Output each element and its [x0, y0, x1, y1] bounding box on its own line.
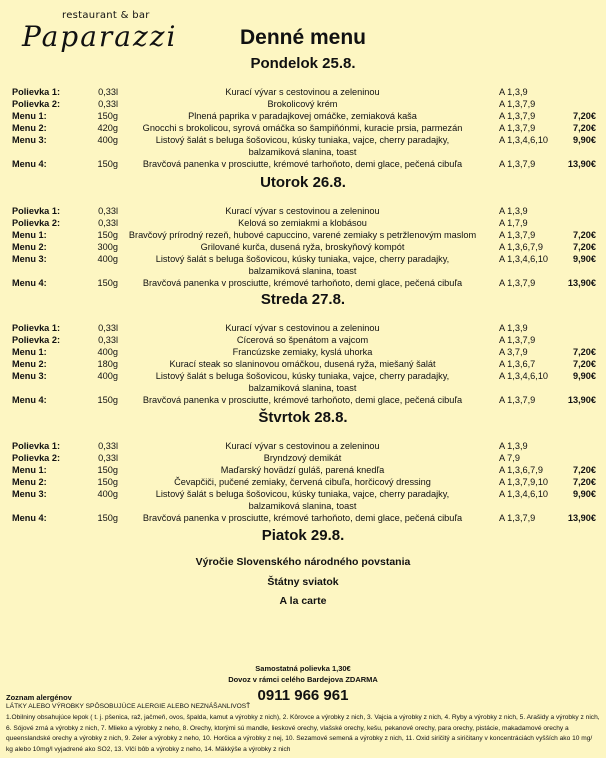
item-label: Menu 4: — [12, 159, 47, 169]
item-quantity: 150g — [97, 159, 118, 169]
item-quantity: 150g — [97, 513, 118, 523]
menu-row — [0, 370, 606, 382]
menu-row — [0, 122, 606, 134]
item-label: Menu 2: — [12, 359, 47, 369]
item-price: 9,90€ — [573, 254, 596, 264]
item-price: 13,90€ — [567, 278, 596, 288]
item-label: Menu 1: — [12, 230, 47, 240]
item-quantity: 420g — [97, 123, 118, 133]
item-allergens: A 1,3,7,9 — [499, 159, 536, 169]
item-description: Bravčová panenka v prosciutte, krémové tarhoňoto, demi glace, pečená cibuľa — [142, 513, 463, 523]
menu-row — [0, 158, 606, 170]
menu-row — [0, 277, 606, 289]
item-price: 7,20€ — [573, 465, 596, 475]
item-description: Kurací vývar s cestovinou a zeleninou — [225, 87, 380, 97]
item-quantity: 400g — [97, 135, 118, 145]
item-description: Brokolicový krém — [267, 99, 338, 109]
item-quantity: 0,33l — [98, 453, 118, 463]
menu-row — [0, 476, 606, 488]
item-price: 13,90€ — [567, 159, 596, 169]
item-description: Kelová so zemiakmi a klobásou — [238, 218, 367, 228]
day-heading: Streda 27.8. — [260, 291, 346, 308]
item-description: Čevapčiči, pučené zemiaky, červená cibuľa, horčicový dressing — [174, 477, 431, 487]
item-allergens: A 1,3,9 — [499, 206, 528, 216]
item-description-continued: balzamiková slanina, toast — [248, 147, 357, 157]
item-price: 7,20€ — [573, 359, 596, 369]
item-description: Kurací steak so slaninovou omáčkou, dusená ryža, miešaný šalát — [169, 359, 436, 369]
item-quantity: 150g — [97, 395, 118, 405]
item-label: Polievka 1: — [12, 206, 61, 216]
item-label: Menu 3: — [12, 489, 47, 499]
item-allergens: A 1,3,9 — [499, 323, 528, 333]
menu-row — [0, 205, 606, 217]
item-price: 7,20€ — [573, 477, 596, 487]
item-label: Menu 4: — [12, 513, 47, 523]
delivery-note: Dovoz v rámci celého Bardejova ZDARMA — [228, 675, 378, 684]
item-quantity: 150g — [97, 465, 118, 475]
item-label: Polievka 2: — [12, 335, 61, 345]
item-allergens: A 1,3,7,9 — [499, 335, 536, 345]
item-allergens: A 7,9 — [499, 453, 520, 463]
menu-row — [0, 358, 606, 370]
item-label: Menu 1: — [12, 111, 47, 121]
day-heading-friday: Piatok 29.8. — [261, 527, 345, 544]
item-description: Plnená paprika v paradajkovej omáčke, zemiaková kaša — [188, 111, 417, 121]
item-price: 7,20€ — [573, 123, 596, 133]
phone-number: 0911 966 961 — [257, 687, 349, 704]
allergen-list-subtitle: LÁTKY ALEBO VÝROBKY SPÔSOBUJÚCE ALERGIE ALEBO NEZNÁŠANLIVOSŤ — [6, 703, 251, 710]
item-price: 7,20€ — [573, 111, 596, 121]
item-description: Kurací vývar s cestovinou a zeleninou — [225, 323, 380, 333]
menu-row — [0, 241, 606, 253]
item-label: Menu 1: — [12, 465, 47, 475]
item-quantity: 150g — [97, 278, 118, 288]
item-quantity: 150g — [97, 230, 118, 240]
menu-row — [0, 452, 606, 464]
item-description: Kurací vývar s cestovinou a zeleninou — [225, 206, 380, 216]
item-allergens: A 1,3,7,9 — [499, 230, 536, 240]
item-price: 7,20€ — [573, 242, 596, 252]
item-allergens: A 1,3,4,6,10 — [499, 135, 549, 145]
item-allergens: A 1,3,6,7,9 — [499, 465, 543, 475]
item-description-continued: balzamiková slanina, toast — [248, 383, 357, 393]
day-heading: Štvrtok 28.8. — [258, 409, 348, 426]
item-allergens: A 1,3,7,9 — [499, 123, 536, 133]
item-quantity: 0,33l — [98, 87, 118, 97]
item-label: Menu 3: — [12, 135, 47, 145]
item-description: Kurací vývar s cestovinou a zeleninou — [225, 441, 380, 451]
menu-row — [0, 322, 606, 334]
item-quantity: 0,33l — [98, 218, 118, 228]
item-description: Listový šalát s beluga šošovicou, kúsky tuniaka, vajce, cherry paradajky, — [155, 254, 450, 264]
item-quantity: 400g — [97, 347, 118, 357]
item-label: Polievka 1: — [12, 441, 61, 451]
item-allergens: A 1,3,7,9 — [499, 99, 536, 109]
item-label: Menu 4: — [12, 395, 47, 405]
item-allergens: A 1,3,4,6,10 — [499, 371, 549, 381]
menu-row — [0, 464, 606, 476]
item-description: Gnocchi s brokolicou, syrová omáčka so šampiňónmi, kuracie prsia, parmezán — [142, 123, 463, 133]
item-quantity: 0,33l — [98, 206, 118, 216]
item-allergens: A 3,7,9 — [499, 347, 528, 357]
logo-name: Paparazzi — [22, 20, 178, 53]
item-description: Maďarský hovädzí guláš, parená knedľa — [220, 465, 385, 475]
menu-row — [0, 253, 606, 265]
holiday-name: Výročie Slovenského národného povstania — [195, 556, 411, 568]
item-quantity: 300g — [97, 242, 118, 252]
item-quantity: 150g — [97, 111, 118, 121]
menu-row — [0, 98, 606, 110]
menu-row — [0, 488, 606, 500]
item-price: 7,20€ — [573, 230, 596, 240]
item-quantity: 0,33l — [98, 99, 118, 109]
item-quantity: 0,33l — [98, 323, 118, 333]
item-allergens: A 1,3,7,9,10 — [499, 477, 549, 487]
item-label: Menu 1: — [12, 347, 47, 357]
item-quantity: 150g — [97, 477, 118, 487]
item-quantity: 400g — [97, 254, 118, 264]
item-label: Polievka 2: — [12, 453, 61, 463]
item-description-continued: balzamiková slanina, toast — [248, 501, 357, 511]
item-allergens: A 1,3,7,9 — [499, 111, 536, 121]
item-quantity: 0,33l — [98, 335, 118, 345]
item-allergens: A 1,3,9 — [499, 441, 528, 451]
item-price: 9,90€ — [573, 371, 596, 381]
item-description: Bravčový prírodný rezeň, hubové capuccino, varené zemiaky s petržlenovým maslom — [128, 230, 477, 240]
item-price: 9,90€ — [573, 135, 596, 145]
item-description: Cícerová so špenátom a vajcom — [236, 335, 369, 345]
item-description: Bryndzový demikát — [263, 453, 342, 463]
item-description: Listový šalát s beluga šošovicou, kúsky tuniaka, vajce, cherry paradajky, — [155, 489, 450, 499]
item-label: Polievka 1: — [12, 87, 61, 97]
item-allergens: A 1,3,7,9 — [499, 278, 536, 288]
item-allergens: A 1,3,4,6,10 — [499, 254, 549, 264]
item-description: Bravčová panenka v prosciutte, krémové tarhoňoto, demi glace, pečená cibuľa — [142, 278, 463, 288]
item-description: Bravčová panenka v prosciutte, krémové tarhoňoto, demi glace, pečená cibuľa — [142, 395, 463, 405]
menu-row — [0, 346, 606, 358]
item-label: Menu 3: — [12, 254, 47, 264]
soup-price-note: Samostatná polievka 1,30€ — [255, 664, 351, 673]
item-quantity: 400g — [97, 371, 118, 381]
item-allergens: A 1,3,6,7,9 — [499, 242, 543, 252]
menu-row — [0, 110, 606, 122]
item-label: Menu 3: — [12, 371, 47, 381]
page-title: Denné menu — [239, 26, 367, 49]
allergen-list-title: Zoznam alergénov — [6, 693, 72, 702]
day-heading: Pondelok 25.8. — [250, 55, 356, 72]
item-label: Polievka 1: — [12, 323, 61, 333]
item-description: Francúzske zemiaky, kyslá uhorka — [232, 347, 373, 357]
item-allergens: A 1,3,7,9 — [499, 395, 536, 405]
item-allergens: A 1,7,9 — [499, 218, 528, 228]
item-description: Bravčová panenka v prosciutte, krémové tarhoňoto, demi glace, pečená cibuľa — [142, 159, 463, 169]
item-allergens: A 1,3,4,6,10 — [499, 489, 549, 499]
item-description: Listový šalát s beluga šošovicou, kúsky tuniaka, vajce, cherry paradajky, — [155, 371, 450, 381]
item-label: Menu 4: — [12, 278, 47, 288]
item-description-continued: balzamiková slanina, toast — [248, 266, 357, 276]
allergen-list-text: 1.Obilniny obsahujúce lepok ( t. j. pšenica, raž, jačmeň, ovos, špalda, kamut a výrobky z nich), 2. Kôrovce a výrobky z nich, 3. Vajcia a výrobky z nich, 4. Ryby a výrobky z nich, 5. Arašidy a výrobky z nich, 6. Sójové zrná a výrobky z nich, 7. Mlieko a výrobky z neho, 8. Orechy, ktorými sú mandle, lieskové orechy, vlašské orechy, kešu, pekanové orechy, para orechy, pistácie, makadamové orechy a queenslandské orechy a výrobky z nich, 9. Zeler a výrobky z neho, 10. Horčica a výrobky z nej, 10. Sezamové semená a výrobky z nich, 11. Oxid siričitý a siričitany v koncentráciách vyšších ako 10 mg/ kg alebo 10mg/l vyjadrené ako SO2, 13. Vlčí bôb a výrobky z neho, 14. Mäkkýše a výrobky z nich — [6, 714, 600, 753]
menu-row — [0, 229, 606, 241]
item-price: 9,90€ — [573, 489, 596, 499]
item-allergens: A 1,3,6,7 — [499, 359, 536, 369]
item-allergens: A 1,3,7,9 — [499, 513, 536, 523]
menu-row — [0, 394, 606, 406]
item-description: Listový šalát s beluga šošovicou, kúsky tuniaka, vajce, cherry paradajky, — [155, 135, 450, 145]
item-label: Menu 2: — [12, 123, 47, 133]
item-quantity: 0,33l — [98, 441, 118, 451]
item-allergens: A 1,3,9 — [499, 87, 528, 97]
item-price: 7,20€ — [573, 347, 596, 357]
item-description: Grilované kurča, dusená ryža, broskyňový kompót — [200, 242, 405, 252]
menu-row — [0, 134, 606, 146]
item-price: 13,90€ — [567, 513, 596, 523]
menu-row — [0, 440, 606, 452]
item-label: Polievka 2: — [12, 218, 61, 228]
day-heading: Utorok 26.8. — [260, 174, 346, 191]
logo-tagline: restaurant & bar — [62, 10, 150, 21]
item-quantity: 400g — [97, 489, 118, 499]
item-label: Menu 2: — [12, 477, 47, 487]
item-label: Polievka 2: — [12, 99, 61, 109]
menu-row — [0, 86, 606, 98]
menu-row — [0, 512, 606, 524]
menu-row — [0, 217, 606, 229]
menu-row — [0, 334, 606, 346]
a-la-carte-note: A la carte — [279, 595, 327, 607]
item-quantity: 180g — [97, 359, 118, 369]
item-price: 13,90€ — [567, 395, 596, 405]
holiday-note: Štátny sviatok — [267, 576, 339, 588]
item-label: Menu 2: — [12, 242, 47, 252]
